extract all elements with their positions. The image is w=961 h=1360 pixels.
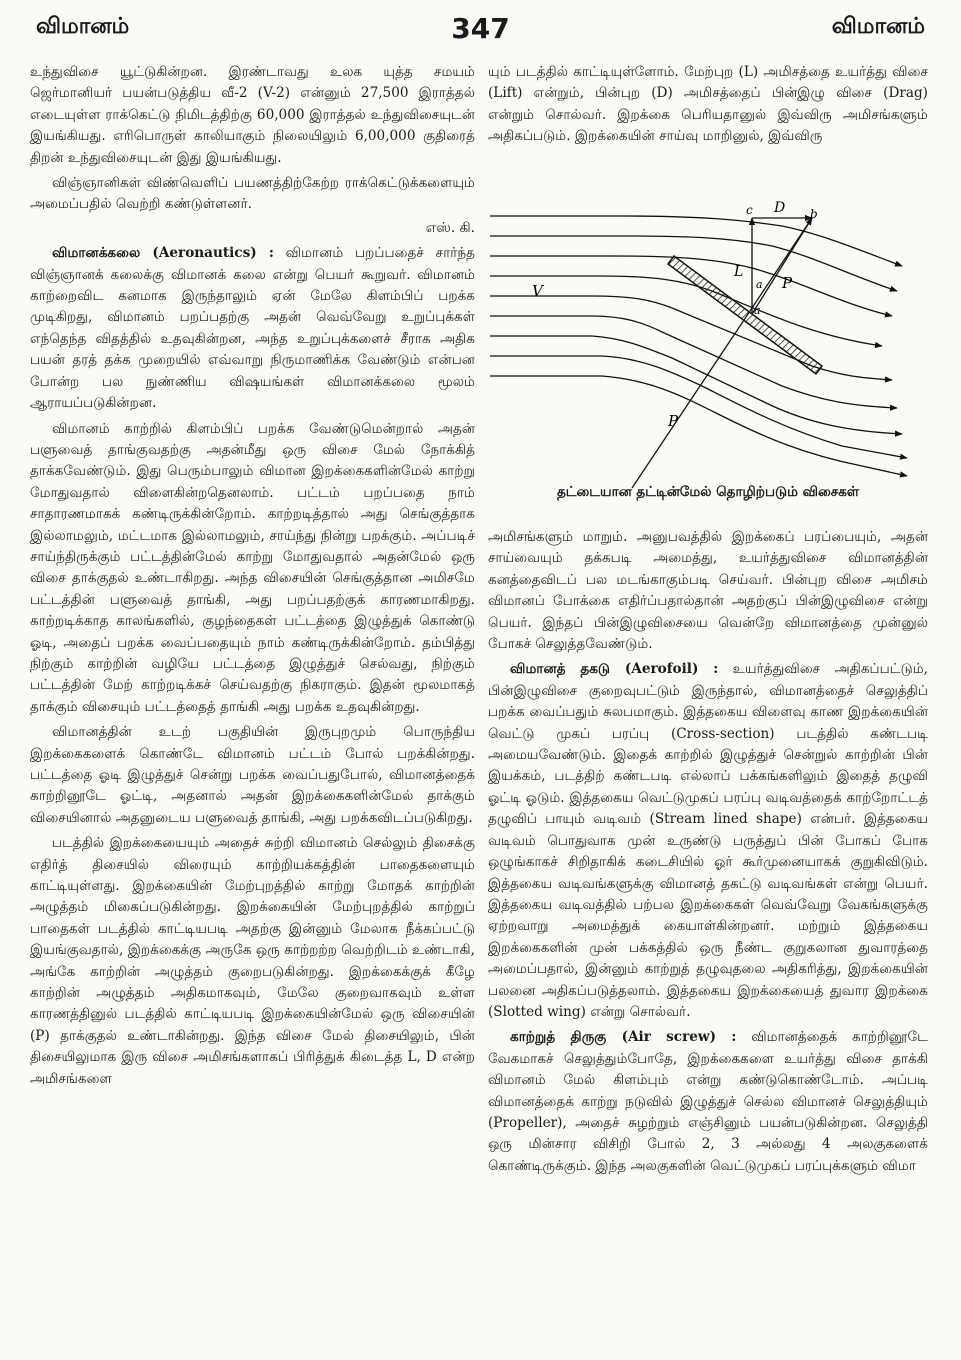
entry-term: விமானக்கலை (Aeronautics) :: [52, 245, 274, 262]
figure-caption: தட்டையான தட்டின்மேல் தொழிற்படும் விசைகள்: [556, 484, 860, 500]
streamline: [490, 316, 897, 408]
paragraph: படத்தில் இறக்கையையும் அதைச் சுற்றி விமானம் செல்லும் திசைக்கு எதிர்த் திசையில் விரையும் காற்றியக்கத்தின் பாதைகளையும் காட்டியுள்ளது. இறக்கையின் மேற்புறத்தில் காற்று மோதக் காற்றின் அழுத்தம் மிகைப்படுகின்றது. இறக்கையின் மேற்புறத்தில் காற்றுப் பாதைகள் படத்தில் காட்டியபடி அதற்கு இன்னும் மேலாக நீக்கப்பட்டு இயங்குவதால், இறக்கைக்கு அருகே ஒரு காற்றற்ற வெற்றிடம் உண்டாகி, அங்கே காற்றின் அழுத்தம் குறைபடுகின்றது. இறக்கைக்குக் கீழே காற்றின் அழுத்தம் அதிகமாகவும், மேலே குறைவாகவும் உள்ள காரணத்தினுல் படத்தில் காட்டியபடி இறக்கையின்மேல் ஒரு விசையின் (P) தாக்குதல் உண்டாகின்றது. இந்த விசை மேல் திசையிலும், பின் திசையிலுமாக இரு விசை அமிசங்களாகப் பிரித்துக் கிடைத்த L, D என்ற அமிசங்களை: [30, 835, 475, 1087]
streamline: [490, 256, 892, 316]
streamlines: [490, 216, 907, 476]
entry-aeronautics: [30, 243, 475, 414]
left-column: [30, 62, 475, 1094]
author-signature: எஸ். கி.: [425, 219, 475, 236]
label-V: V: [532, 282, 543, 300]
running-head-left: விமானம்: [36, 14, 130, 39]
entry-aerofoil: [488, 659, 928, 1023]
running-head-right: விமானம்: [831, 14, 925, 39]
paragraph: விமானத்தின் உடற் பகுதியின் இருபுறமும் பொருந்திய இறக்கைகளைக் கொண்டே விமானம் பட்டம் போல் பறக்கின்றது. பட்டத்தை ஓடி இழுத்துச் சென்று பறக்க வைப்பதுபோல், விமானத்தைக் காற்றினூடே ஓட்டி, அதனால் அதன் இறக்கைகளின்மேல் தாக்கும் விசையினால் அதனுடைய பளுவைத் தாங்கி, அது பறக்கவிடப்படுகிறது.: [30, 724, 475, 826]
label-a-lower: a: [754, 304, 761, 317]
page-header: [0, 0, 961, 50]
paragraph: உந்துவிசை யூட்டுகின்றன. இரண்டாவது உலக யுத்த சமயம் ஜெர்மானியர் பயன்படுத்திய வீ-2 (V-2) என்னும் 27,500 இராத்தல் எடையுள்ள ராக்கெட்டு நிமிடத்திற்கு 60,000 இராத்தல் உந்துவிசையுடன் இயங்கியது. எரிபொருள் காலியாகும் நிலையிலும் 6,00,000 குதிரைத் திறன் உந்துவிசையுடன் இது இயங்கியது.: [30, 64, 475, 166]
label-L: L: [734, 264, 744, 280]
streamline: [490, 336, 902, 434]
entry-text: உயர்த்துவிசை அதிகப்பட்டும், பின்இழுவிசை குறைவுபட்டும் இருந்தால், விமானத்தைச் செலுத்திப் பறக்க வைப்பதும் சுலபமாகும். இத்தகைய விளைவு காண இறக்கையின் வெட்டு முகப் பரப்பு (Cross-section) படத்தில் கண்டபடி அமையவேண்டும். இதைக் காற்றில் இழுத்துச் சென்றுல் காற்றின் பின் இயக்கம், படத்திற் கண்டபடி எல்லாப் பக்கங்களிலும் இதைத் தழுவி ஓட்டி ஓடும். இத்தகைய வெட்டுமுகப் பரப்பு வடிவத்தைக் காற்றோட்டத் தழுவிப் பாயும் வடிவம் (Stream lined shape) என்பர். இத்தகைய வடிவம் பொதுவாக முன் உருண்டு பருத்துப் பின் போகப் போக ஒழுங்காகச் சிறிதாகிக் கடைசியில் ஓர் கூர்முனையாகக் குறுகிவிடும். இத்தகைய வடிவங்களுக்கு விமானத் தகட்டு வடிவங்கள் என்று பெயர். இத்தகைய வடிவத்தில் பற்பல இறக்கைகள் வெவ்வேறு வேகங்களுக்கு ஏற்றவாறு அமைத்துக் கையாள்கின்றனர். மற்றும் இத்தகைய இறக்கைகளின் முன் பக்கத்தில் ஒரு நீண்ட குறுகலான துவாரத்தை அமைப்பதால், இன்னும் காற்றுத் தழுவுதலை அதிகரித்து, இறக்கையின் பலனை அதிகப்படுத்தலாம். இத்தகைய இறக்கையைத் துவார இறக்கை (Slotted wing) என்று சொல்வர்.: [488, 661, 928, 1020]
page-number: 347: [451, 12, 510, 45]
label-P-lower: P: [668, 412, 679, 430]
paragraph: விமானம் காற்றில் கிளம்பிப் பறக்க வேண்டுமென்றால் அதன் பளுவைத் தாங்குவதற்கு அதன்மீது ஒரு விசை மேல் நோக்கித் தாக்கவேண்டும். இது பெரும்பாலும் விமான இறக்கைகளின்மேல் காற்று மோதுவதால் விளைகின்றதெனலாம். பட்டம் பறப்பதை நாம் சாதாரணமாகக் கண்டிருக்கின்றோம். காற்றடித்தால் அது செங்குத்தாக இல்லாமலும், மட்டமாக இல்லாமலும், சாய்ந்து நின்று பறக்கும். அப்படிச் சாய்ந்திருக்கும் பட்டத்தின்மேல் காற்று மோதுவதால் அதன்மேல் ஒரு விசை தாக்குதல் உண்டாகிறது. அந்த விசையின் செங்குத்தான அமிசமே பட்டத்தின் பளுவைத் தாங்கி, அது பறப்பதற்குக் காரணமாகிறது. காற்றடிக்காத காலங்களில், குழந்தைகள் பட்டத்தை இழுத்துக் கொண்டு ஓடி, அதைப் பறக்க வைப்பதையும் நாம் கண்டிருக்கின்றோம். தம்பித்து நிற்கும் காற்றின் வழியே பட்டத்தை இழுத்துச் செல்வது, நிற்கும் பட்டத்தின் மேற் காற்றடிக்கச் செய்வதற்கு நிகராகும். இதன் மூலமாகத் தாக்கும் விசையும் பட்டத்தைத் தாங்கி அது பறக்க உதவுகின்றது.: [30, 420, 475, 715]
label-b: b: [810, 207, 818, 221]
entry-text: விமானம் பறப்பதைச் சார்ந்த விஞ்ஞானக் கலைக்கு விமானக் கலை என்று பெயர் கூறுவர். விமானம் காற்றைவிட கனமாக இருந்தாலும் ஏன் மேலே கிளம்பிப் பறக்க முடிகிறது, விமானம் பறப்பதற்கு அதன் வெவ்வேறு உறுப்புக்கள் எந்தெந்த விதத்தில் உதவுகின்றன, அந்த உறுப்புக்களைச் சீராக அதிக பயன் தரத் தக்க முறையில் எவ்வாறு நிருமாணிக்க வேண்டும் என்பன போன்ற பல நுண்ணிய விஷயங்கள் விமானக்கலை மூலம் ஆராயப்படுகின்றன.: [30, 245, 475, 412]
paragraph: அமிசங்களும் மாறும். அனுபவத்தில் இறக்கைப் பரப்பையும், அதன் சாய்வையும் தக்கபடி அமைத்து, உயர்த்துவிசை விமானத்தின் கனத்தைவிடப் பல மடங்காகும்படி செய்வர். பின்புற விசை அமிசம் விமானப் போக்கை எதிர்ப்பதால்தான் அதற்குப் பின்இழுவிசை என்று பெயர். இந்தப் பின்இழுவிசையை வென்றே விமானத்தை முன்னுல் போகச் செலுத்தவேண்டும்.: [488, 529, 928, 653]
entry-term: காற்றுத் திருகு (Air screw) :: [510, 1029, 737, 1046]
paragraph: யும் படத்தில் காட்டியுள்ளோம். மேற்புற (L) அமிசத்தை உயர்த்து விசை (Lift) என்றும், பின்புற (D) அமிசத்தைப் பின்இழு விசை (Drag) என்றும் சொல்வர். இறக்கை பெரியதானுல் இவ்விரு அமிசங்களும் அதிகப்படும். இறக்கையின் சாய்வு மாறினுல், இவ்விரு: [488, 64, 928, 145]
label-P-upper: P: [782, 274, 793, 292]
entry-term: விமானத் தகடு (Aerofoil) :: [510, 661, 719, 678]
right-column-top: [488, 62, 928, 152]
label-a-upper: a: [756, 278, 763, 291]
paragraph: விஞ்ஞானிகள் விண்வெளிப் பயணத்திற்கேற்ற ராக்கெட்டுக்களையும் அமைப்பதில் வெற்றி கண்டுள்ளனர்.: [30, 175, 475, 213]
flat-plate: [668, 256, 822, 374]
airflow-diagram: [482, 196, 934, 496]
label-D: D: [774, 200, 786, 216]
entry-air-screw: [488, 1027, 928, 1177]
entry-text: விமானத்தைக் காற்றினூடே வேகமாகச் செலுத்தும்போதே, இறக்கைகளை உயர்த்து விசை தாக்கி விமானம் மேல் கிளம்பும் என்று கண்டுகொண்டோம். அப்படி விமானத்தைக் காற்று நடுவில் இழுத்துச் செல்ல விமானச் செலுத்தியும் (Propeller), அதைச் சுழற்றும் எஞ்சினும் பயன்படுகின்றன. செலுத்தி ஒரு மின்சார விசிறி போல் 2, 3 அல்லது 4 அலகுகளைக் கொண்டிருக்கும். இந்த அலகுகளின் வெட்டுமுகப் பரப்புக்களும் விமா: [488, 1029, 928, 1174]
label-c: c: [746, 203, 753, 217]
right-column-bottom: [488, 527, 928, 1181]
streamline: [490, 376, 907, 476]
